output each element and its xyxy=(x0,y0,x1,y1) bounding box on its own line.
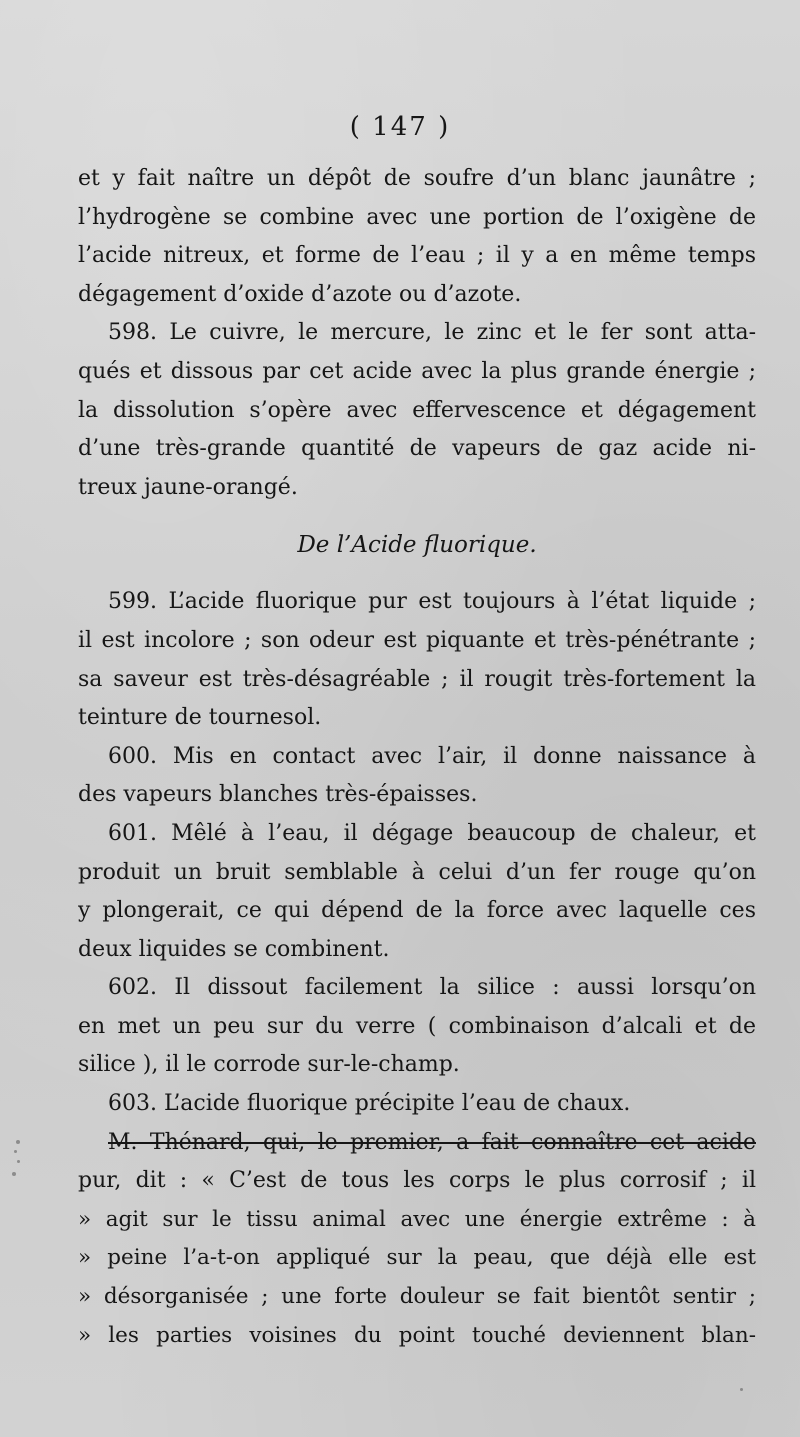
paper-speck xyxy=(14,1150,17,1153)
text-line: 600. Mis en contact avec l’air, il donne naissance à xyxy=(108,743,756,769)
text-line: 599. L’acide fluorique pur est toujours à l’état liquide ; xyxy=(108,589,756,615)
paragraph-block-after-heading xyxy=(78,583,756,1355)
text-line: teinture de tournesol. xyxy=(78,705,322,731)
text-line: d’une très-grande quantité de vapeurs de gaz acide ni- xyxy=(78,436,756,462)
text-line: qués et dissous par cet acide avec la plus grande énergie ; xyxy=(78,358,756,384)
text-line: des vapeurs blanches très-épaisses. xyxy=(78,782,478,808)
paper-speck xyxy=(16,1140,20,1144)
text-line: en met un peu sur du verre ( combinaison d’alcali et de xyxy=(78,1013,756,1039)
text-line: la dissolution s’opère avec effervescence et dégagement xyxy=(78,397,756,423)
text-line: treux jaune-orangé. xyxy=(78,474,298,500)
paper-speck xyxy=(17,1160,20,1163)
text-line: 603. L’acide fluorique précipite l’eau de chaux. xyxy=(108,1091,631,1117)
text-line: l’acide nitreux, et forme de l’eau ; il y a en même temps xyxy=(78,243,756,269)
page-number: ( 147 ) xyxy=(349,112,451,142)
text-line: sa saveur est très-désagréable ; il rougit très-fortement la xyxy=(78,666,756,692)
paper-speck xyxy=(740,1388,743,1391)
text-line: M. Thénard, qui, le premier, a fait connaître cet acide xyxy=(108,1129,756,1155)
paragraph-block-before-heading xyxy=(78,160,756,507)
text-line: » les parties voisines du point touché deviennent blan- xyxy=(78,1322,756,1348)
page-text xyxy=(78,160,756,1355)
paper-speck xyxy=(12,1172,16,1176)
text-line: y plongerait, ce qui dépend de la force avec laquelle ces xyxy=(78,898,756,924)
text-line: 601. Mêlé à l’eau, il dégage beaucoup de chaleur, et xyxy=(108,820,756,846)
text-line: l’hydrogène se combine avec une portion de l’oxigène de xyxy=(78,204,756,230)
text-line: 602. Il dissout facilement la silice : aussi lorsqu’on xyxy=(108,975,756,1001)
section-heading: De l’Acide fluorique. xyxy=(297,532,537,559)
text-line: produit un bruit semblable à celui d’un fer rouge qu’on xyxy=(78,859,756,885)
text-line: et y fait naître un dépôt de soufre d’un blanc jaunâtre ; xyxy=(78,166,756,191)
text-line: » agit sur le tissu animal avec une énergie extrême : à xyxy=(78,1206,756,1232)
text-line: » peine l’a-t-on appliqué sur la peau, que déjà elle est xyxy=(78,1245,756,1271)
text-line: dégagement d’oxide d’azote ou d’azote. xyxy=(78,281,522,307)
text-line: » désorganisée ; une forte douleur se fait bientôt sentir ; xyxy=(78,1284,756,1310)
text-line: il est incolore ; son odeur est piquante et très-pénétrante ; xyxy=(78,627,756,653)
text-line: deux liquides se combinent. xyxy=(78,936,390,962)
text-line: pur, dit : « C’est de tous les corps le plus corrosif ; il xyxy=(78,1168,756,1194)
text-line: silice ), il le corrode sur-le-champ. xyxy=(78,1052,460,1078)
text-line: 598. Le cuivre, le mercure, le zinc et le fer sont atta- xyxy=(108,320,756,346)
